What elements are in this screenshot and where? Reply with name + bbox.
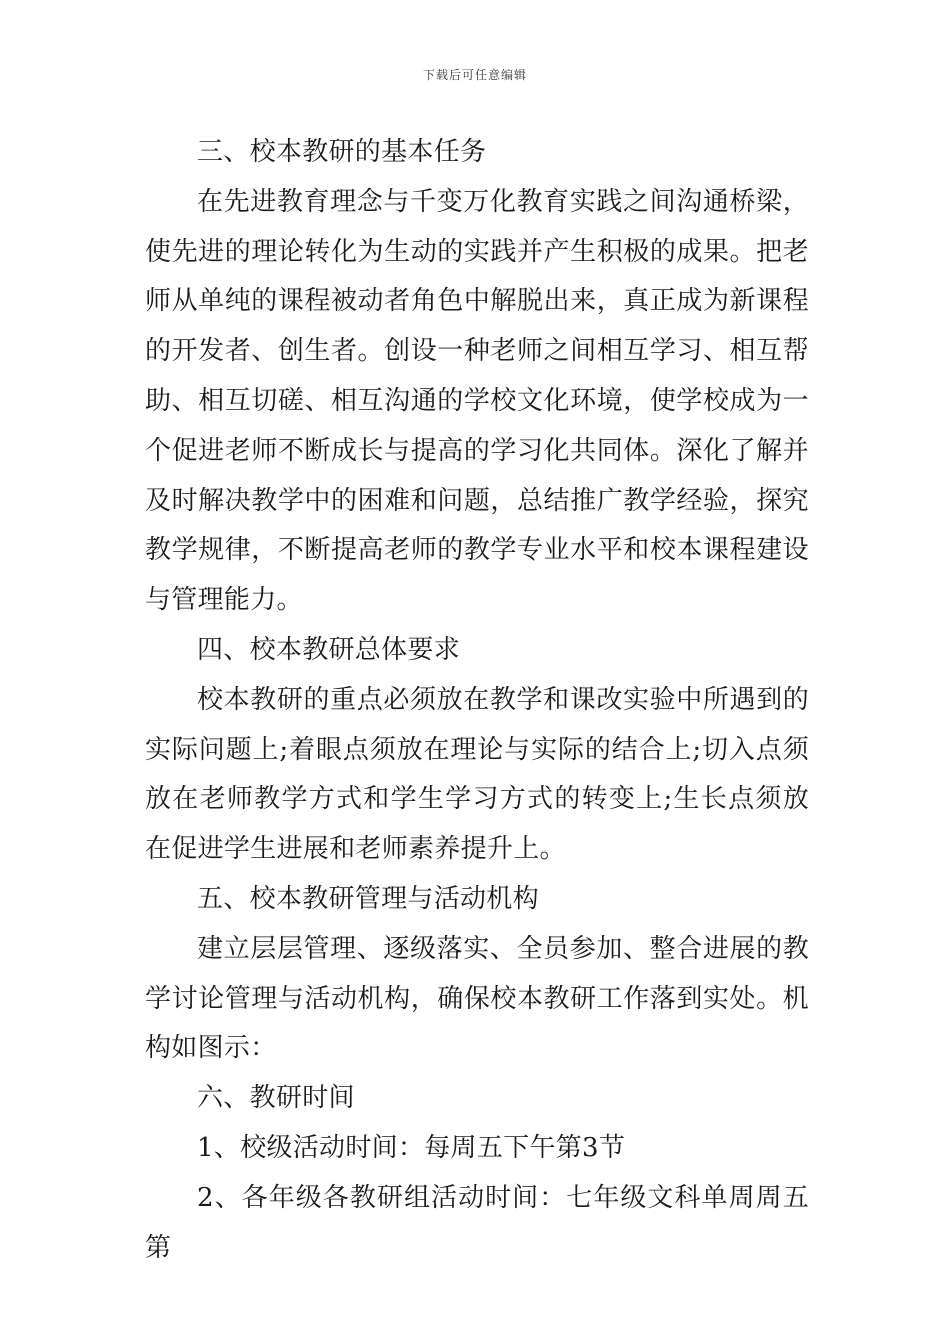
section-heading-3: 三、校本教研的基本任务 xyxy=(197,137,487,167)
section-heading-6: 六、教研时间 xyxy=(197,1083,355,1114)
paragraph-management-structure: 建立层层管理、逐级落实、全员参加、整合进展的教学讨论管理与活动机构，确保校本教研工作落到实处。机构如图示： xyxy=(145,933,809,1064)
paragraph-basic-tasks: 在先进教育理念与千变万化教育实践之间沟通桥梁，使先进的理论转化为生动的实践并产生积极的成果。把老师从单纯的课程被动者角色中解脱出来，真正成为新课程的开发者、创生者。创设一种老师之间相互学习、相互帮助、相互切磋、相互沟通的学校文化环境，使学校成为一个促进老师不断成长与提高的学习化共同体。深化了解并及时解决教学中的困难和问题，总结推广教学经验，探究教学规律，不断提高老师的教学专业水平和校本课程建设与管理能力。 xyxy=(145,186,809,616)
section-heading-4: 四、校本教研总体要求 xyxy=(197,634,461,665)
page-header-note: 下载后可任意编辑 xyxy=(422,68,527,82)
section-heading-5: 五、校本教研管理与活动机构 xyxy=(197,883,539,914)
list-item-school-level-time: 1、校级活动时间：每周五下午第3节 xyxy=(197,1132,626,1163)
list-item-grade-group-time: 2、各年级各教研组活动时间：七年级文科单周周五第 xyxy=(145,1182,809,1263)
paragraph-overall-requirements: 校本教研的重点必须放在教学和课改实验中所遇到的实际问题上;着眼点须放在理论与实际的结合上;切入点须放在老师教学方式和学生学习方式的转变上;生长点须放在促进学生进展和老师素养提升上。 xyxy=(145,684,809,865)
document-body xyxy=(145,128,809,1273)
